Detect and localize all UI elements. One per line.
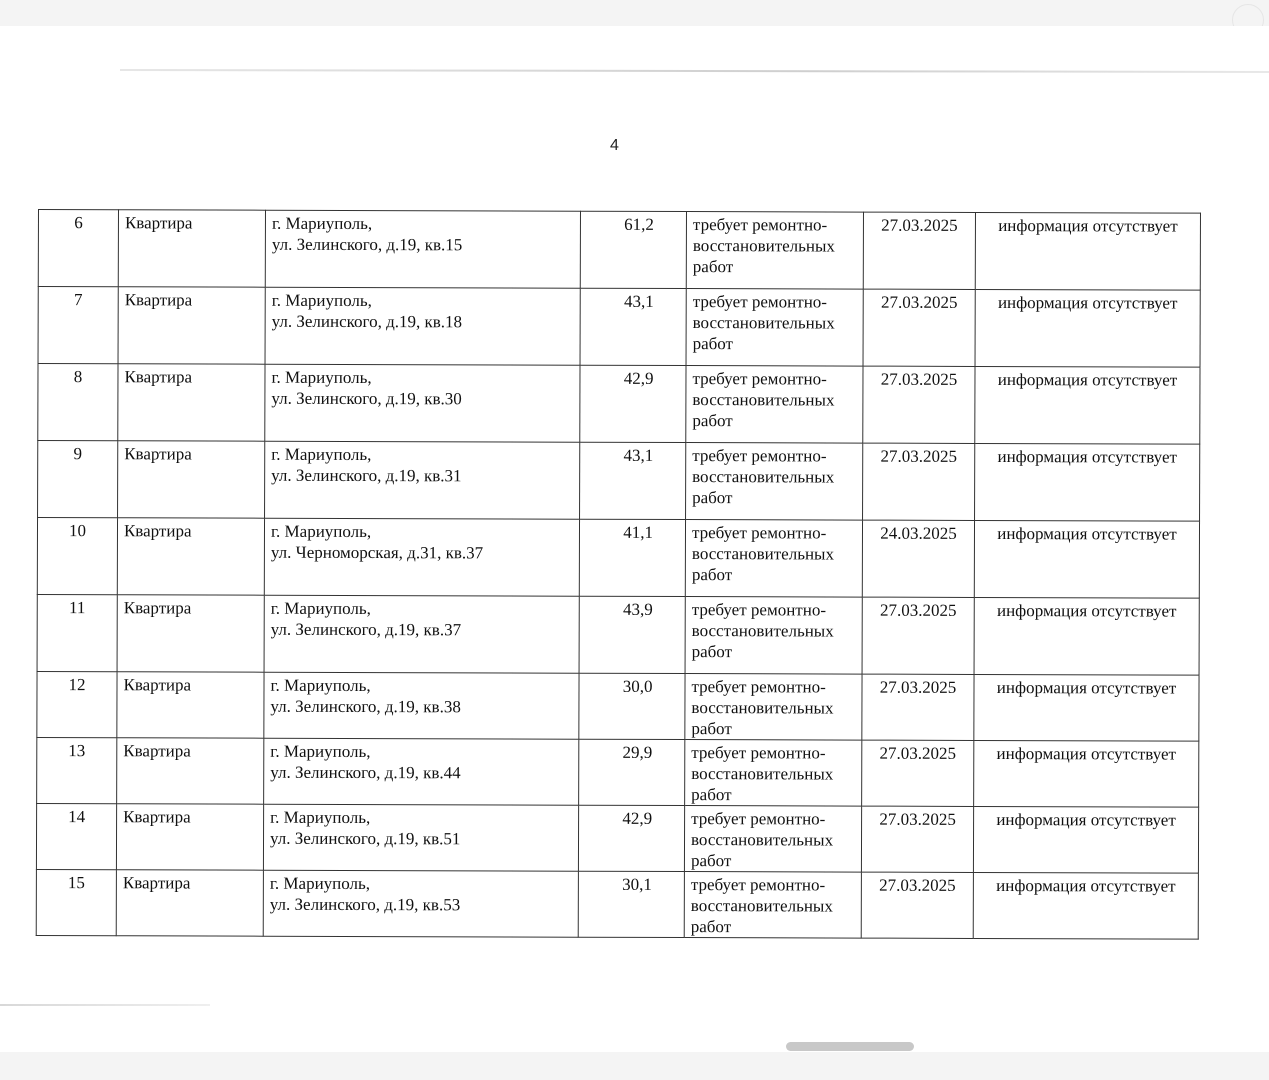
property-condition bbox=[685, 674, 862, 741]
address-street: ул. Зелинского, д.19, кв.53 bbox=[269, 894, 461, 915]
owner-info: информация отсутствует bbox=[975, 289, 1200, 367]
property-area: 30,1 bbox=[578, 871, 684, 937]
property-area: 43,1 bbox=[580, 442, 686, 519]
record-date: 27.03.2025 bbox=[862, 674, 974, 740]
owner-info: информация отсутствует bbox=[974, 674, 1199, 741]
table-row bbox=[38, 287, 1200, 368]
property-address bbox=[264, 738, 579, 805]
condition-line: восстановительных bbox=[691, 764, 834, 784]
condition-line: требует ремонтно- bbox=[691, 677, 826, 697]
condition-line: требует ремонтно- bbox=[691, 600, 827, 620]
row-number: 14 bbox=[36, 803, 116, 869]
address-city: г. Мариуполь, bbox=[270, 807, 371, 828]
property-area: 41,1 bbox=[579, 519, 685, 596]
address-street: ул. Зелинского, д.19, кв.18 bbox=[271, 311, 463, 332]
condition-line: требует ремонтно- bbox=[691, 809, 826, 829]
owner-info: информация отсутствует bbox=[974, 520, 1199, 598]
property-address bbox=[263, 870, 578, 937]
row-number: 11 bbox=[37, 594, 117, 671]
property-type: Квартира bbox=[118, 364, 265, 441]
owner-info: информация отсутствует bbox=[973, 806, 1198, 873]
condition-line: восстановительных bbox=[691, 698, 834, 718]
address-street: ул. Зелинского, д.19, кв.37 bbox=[270, 619, 462, 640]
condition-line: требует ремонтно- bbox=[692, 446, 827, 466]
condition-line: требует ремонтно- bbox=[690, 875, 826, 895]
condition-line: восстановительных bbox=[691, 544, 835, 564]
table-row bbox=[36, 869, 1198, 939]
property-area: 42,9 bbox=[578, 805, 684, 871]
property-condition bbox=[686, 366, 863, 444]
condition-line: восстановительных bbox=[690, 896, 833, 916]
address-city: г. Мариуполь, bbox=[271, 444, 372, 465]
property-type: Квартира bbox=[118, 287, 265, 364]
property-address bbox=[265, 210, 580, 288]
table-row bbox=[37, 737, 1199, 807]
owner-info: информация отсутствует bbox=[975, 212, 1200, 290]
property-condition bbox=[685, 740, 862, 807]
condition-line: восстановительных bbox=[691, 621, 834, 641]
property-area: 43,1 bbox=[580, 288, 686, 365]
property-area: 61,2 bbox=[580, 211, 686, 288]
owner-info: информация отсутствует bbox=[974, 597, 1199, 675]
table-row bbox=[36, 803, 1198, 873]
row-number: 9 bbox=[38, 441, 118, 518]
property-type: Квартира bbox=[118, 441, 265, 518]
address-street: ул. Зелинского, д.19, кв.38 bbox=[270, 696, 461, 717]
property-type: Квартира bbox=[116, 870, 263, 936]
owner-info: информация отсутствует bbox=[974, 740, 1199, 807]
condition-line: требует ремонтно- bbox=[692, 292, 828, 312]
owner-info: информация отсутствует bbox=[975, 443, 1200, 521]
property-area: 29,9 bbox=[579, 739, 685, 805]
address-street: ул. Зелинского, д.19, кв.30 bbox=[271, 388, 462, 409]
condition-line: требует ремонтно- bbox=[692, 369, 827, 389]
row-number: 6 bbox=[38, 210, 118, 287]
address-street: ул. Зелинского, д.19, кв.31 bbox=[271, 465, 462, 486]
address-street: ул. Зелинского, д.19, кв.44 bbox=[270, 762, 461, 783]
address-city: г. Мариуполь, bbox=[269, 873, 371, 894]
property-address bbox=[264, 672, 579, 739]
property-condition bbox=[684, 806, 861, 873]
address-city: г. Мариуполь, bbox=[271, 367, 372, 388]
property-condition bbox=[686, 212, 863, 290]
property-type: Квартира bbox=[117, 595, 264, 672]
condition-line: работ bbox=[691, 642, 733, 662]
scan-edge-line-bottom bbox=[0, 1004, 210, 1006]
row-number: 12 bbox=[37, 671, 117, 737]
property-table bbox=[36, 209, 1201, 940]
property-type: Квартира bbox=[116, 804, 263, 870]
record-date: 27.03.2025 bbox=[861, 806, 973, 872]
condition-line: работ bbox=[692, 334, 734, 354]
property-type: Квартира bbox=[117, 672, 264, 738]
top-bar bbox=[0, 0, 1269, 26]
property-condition bbox=[684, 872, 861, 939]
table-row bbox=[38, 210, 1200, 291]
property-condition bbox=[686, 443, 863, 521]
table-row bbox=[37, 671, 1199, 741]
condition-line: восстановительных bbox=[690, 830, 834, 850]
record-date: 27.03.2025 bbox=[862, 597, 974, 674]
row-number: 7 bbox=[38, 287, 118, 364]
property-area: 42,9 bbox=[580, 365, 686, 442]
property-type: Квартира bbox=[117, 518, 264, 595]
property-area: 43,9 bbox=[579, 596, 685, 673]
condition-line: требует ремонтно- bbox=[692, 215, 828, 235]
record-date: 27.03.2025 bbox=[863, 443, 975, 520]
home-indicator[interactable] bbox=[786, 1042, 914, 1051]
address-city: г. Мариуполь, bbox=[271, 213, 373, 234]
table-row bbox=[38, 364, 1200, 445]
property-address bbox=[264, 518, 579, 596]
property-type: Квартира bbox=[117, 738, 264, 804]
row-number: 13 bbox=[37, 737, 117, 803]
address-city: г. Мариуполь, bbox=[271, 290, 372, 311]
condition-line: восстановительных bbox=[692, 313, 835, 333]
condition-line: работ bbox=[692, 488, 733, 508]
condition-line: восстановительных bbox=[692, 467, 835, 487]
property-table-wrapper bbox=[36, 209, 1200, 940]
row-number: 15 bbox=[36, 869, 116, 935]
address-street: ул. Черноморская, д.31, кв.37 bbox=[270, 542, 484, 563]
owner-info: информация отсутствует bbox=[975, 366, 1200, 444]
condition-line: работ bbox=[691, 785, 732, 805]
property-condition bbox=[685, 597, 862, 675]
owner-info: информация отсутствует bbox=[973, 872, 1198, 939]
condition-line: работ bbox=[691, 565, 733, 585]
address-city: г. Мариуполь, bbox=[270, 598, 371, 619]
table-row bbox=[38, 441, 1200, 522]
condition-line: работ bbox=[690, 851, 732, 871]
property-address bbox=[264, 595, 579, 673]
address-city: г. Мариуполь, bbox=[270, 741, 371, 762]
record-date: 24.03.2025 bbox=[862, 520, 974, 597]
record-date: 27.03.2025 bbox=[861, 872, 973, 938]
condition-line: работ bbox=[690, 917, 732, 937]
record-date: 27.03.2025 bbox=[862, 740, 974, 806]
row-number: 8 bbox=[38, 364, 118, 441]
page-number: 4 bbox=[610, 137, 619, 154]
condition-line: работ bbox=[691, 719, 732, 739]
condition-line: работ bbox=[692, 257, 734, 277]
record-date: 27.03.2025 bbox=[863, 366, 975, 443]
property-address bbox=[265, 364, 580, 442]
property-address bbox=[265, 441, 580, 519]
address-street: ул. Зелинского, д.19, кв.51 bbox=[269, 828, 461, 849]
property-condition bbox=[686, 289, 863, 367]
address-street: ул. Зелинского, д.19, кв.15 bbox=[271, 234, 463, 255]
condition-line: требует ремонтно- bbox=[691, 743, 826, 763]
table-row bbox=[37, 594, 1199, 675]
property-area: 30,0 bbox=[579, 673, 685, 739]
condition-line: работ bbox=[692, 411, 733, 431]
table-row bbox=[37, 518, 1199, 599]
address-city: г. Мариуполь, bbox=[270, 675, 371, 696]
record-date: 27.03.2025 bbox=[863, 212, 975, 289]
property-type: Квартира bbox=[118, 210, 265, 287]
record-date: 27.03.2025 bbox=[863, 289, 975, 366]
property-address bbox=[265, 287, 580, 365]
scan-edge-line bbox=[120, 69, 1269, 73]
address-city: г. Мариуполь, bbox=[270, 521, 372, 542]
property-address bbox=[263, 804, 578, 871]
condition-line: восстановительных bbox=[692, 390, 835, 410]
condition-line: восстановительных bbox=[692, 236, 835, 256]
row-number: 10 bbox=[37, 518, 117, 595]
document-page bbox=[0, 26, 1269, 1052]
condition-line: требует ремонтно- bbox=[691, 523, 827, 543]
property-condition bbox=[685, 520, 862, 598]
bottom-bar bbox=[0, 1052, 1269, 1080]
